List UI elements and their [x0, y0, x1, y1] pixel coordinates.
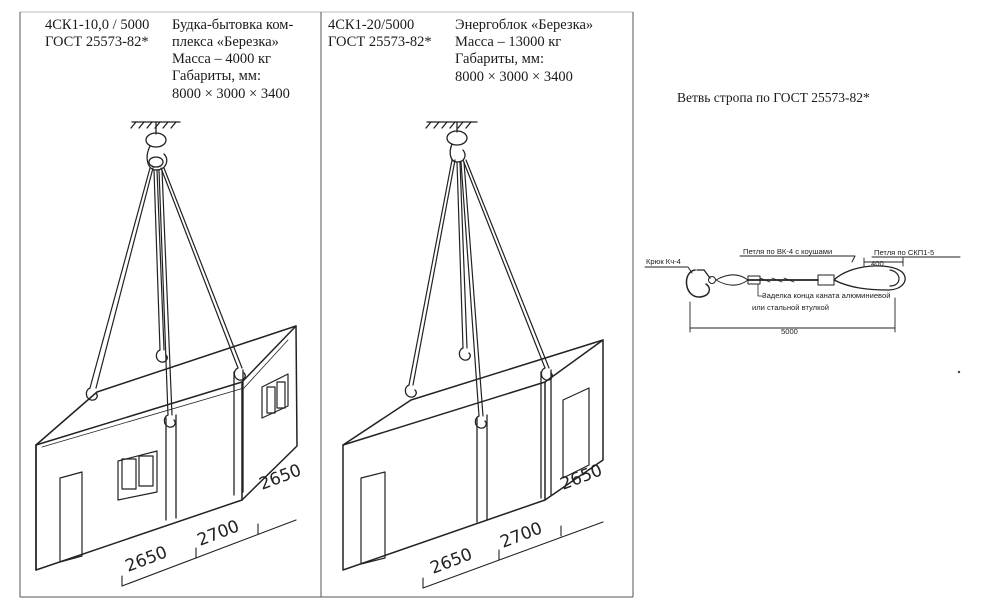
hook-body [686, 270, 709, 297]
crane-support-hatch [131, 122, 176, 128]
label-loop-vk: Петля по ВК-4 с коушами [743, 247, 833, 256]
panel1-drawing [20, 100, 320, 600]
label-dim-400: 400 [871, 259, 884, 268]
lifting-posts [477, 370, 551, 522]
leader-loop-vk [740, 256, 855, 262]
container-door [60, 472, 82, 562]
sling-branch-diagram [640, 240, 980, 360]
panel1-desc-line: Будка-бытовка ком- [172, 17, 294, 33]
container-door [361, 472, 385, 564]
sling-legs [409, 160, 549, 416]
panel1-dim-right: 2650 [256, 460, 305, 495]
panel2-dim-middle: 2700 [497, 518, 546, 553]
panel1-sling-standard: ГОСТ 25573-82* [45, 34, 149, 50]
panel2-dim-left: 2650 [427, 544, 476, 579]
panel1-dim-middle: 2700 [194, 516, 243, 551]
label-seal-1: Заделка конца каната алюминиевой [762, 291, 891, 300]
end-sleeve [818, 275, 834, 285]
panel1-desc-line: Габариты, мм: [172, 68, 261, 84]
stray-dot [957, 370, 961, 374]
leader-hook [645, 267, 692, 273]
panel2-sling-code: 4СК1-20/5000 [328, 17, 415, 33]
panel2-desc-line: Габариты, мм: [455, 51, 544, 67]
panel1-desc-line: Масса – 4000 кг [172, 51, 271, 67]
container-box [343, 340, 603, 570]
hook-ring [709, 277, 716, 284]
panel2-sling-standard: ГОСТ 25573-82* [328, 34, 432, 50]
end-loop [834, 266, 905, 290]
panel1-dim-left: 2650 [122, 542, 171, 577]
panel1-sling-code: 4СК1-10,0 / 5000 [45, 17, 150, 33]
crane-hook [146, 122, 167, 170]
label-length: 5000 [781, 327, 798, 336]
panel2-desc-line: Энергоблок «Березка» [455, 17, 594, 33]
panel1-desc-line: плекса «Березка» [172, 34, 279, 50]
panel1-desc-line: 8000 × 3000 × 3400 [172, 86, 290, 102]
label-seal-2: или стальной втулкой [752, 303, 829, 312]
panel2-desc-line: Масса – 13000 кг [455, 34, 562, 50]
panel3-title: Ветвь стропа по ГОСТ 25573-82* [677, 90, 870, 105]
lifting-posts [166, 370, 243, 520]
label-hook: Крюк Кч-4 [646, 257, 681, 266]
panel2-desc-line: 8000 × 3000 × 3400 [455, 69, 573, 85]
loop-vk [716, 275, 748, 286]
panel2-drawing [321, 100, 633, 600]
label-loop-skp: Петля по СКП1-5 [874, 248, 935, 257]
panel2-dim-right: 2650 [557, 460, 606, 495]
sling-legs [90, 168, 242, 415]
leader-seal [758, 284, 764, 296]
thimble [890, 270, 899, 286]
crane-support-hatch [426, 122, 471, 128]
